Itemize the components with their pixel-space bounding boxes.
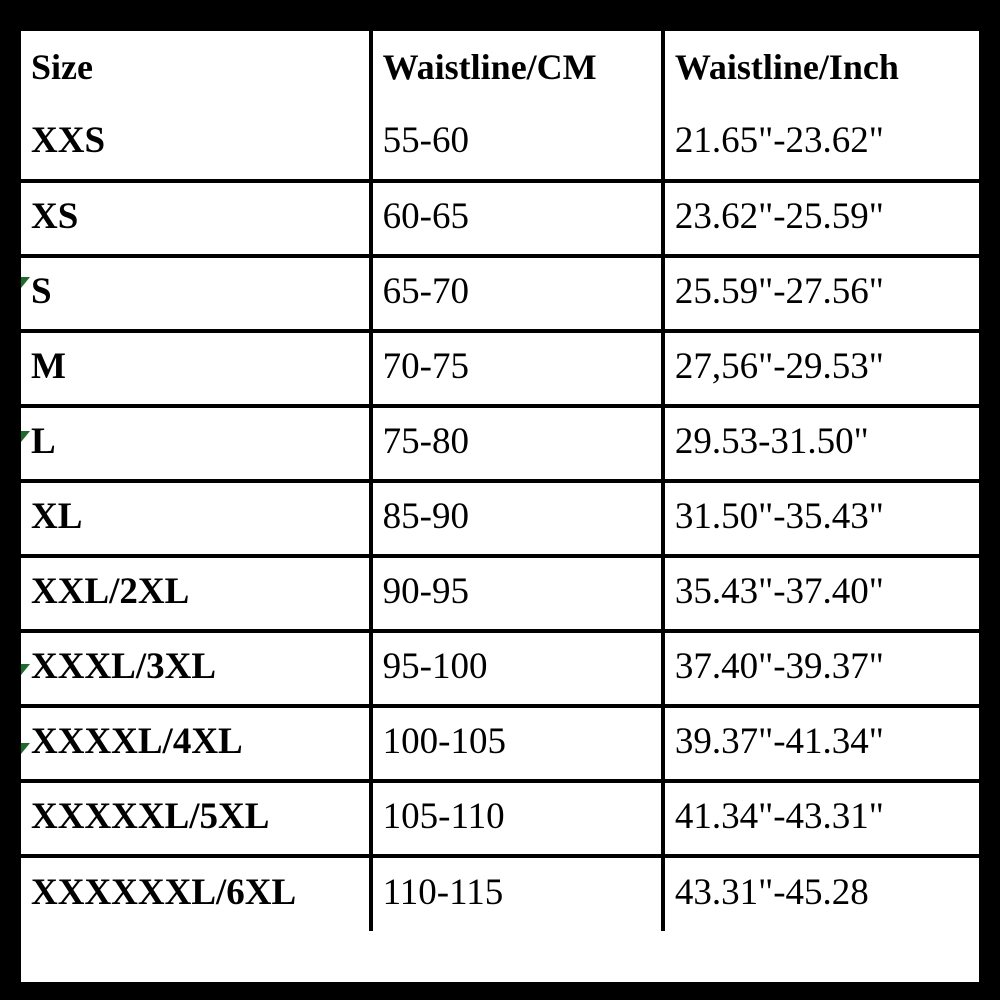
table-row bbox=[21, 781, 979, 856]
cell-waistline-cm: 95-100 bbox=[371, 631, 663, 706]
cell-waistline-cm: 110-115 bbox=[371, 856, 663, 931]
cell-waistline-cm: 100-105 bbox=[371, 706, 663, 781]
cell-waistline-inch: 21.65"-23.62" bbox=[663, 106, 979, 181]
table-row bbox=[21, 181, 979, 256]
column-header-waistline-cm: Waistline/CM bbox=[371, 31, 663, 106]
table-row bbox=[21, 481, 979, 556]
cell-waistline-inch: 25.59"-27.56" bbox=[663, 256, 979, 331]
table-row bbox=[21, 856, 979, 931]
cell-waistline-inch: 23.62"-25.59" bbox=[663, 181, 979, 256]
cell-waistline-cm: 65-70 bbox=[371, 256, 663, 331]
table-row bbox=[21, 106, 979, 181]
cell-size: XXXXL/4XL bbox=[21, 706, 371, 781]
cell-waistline-cm: 70-75 bbox=[371, 331, 663, 406]
table-row bbox=[21, 706, 979, 781]
cell-waistline-cm: 85-90 bbox=[371, 481, 663, 556]
cell-size: XXS bbox=[21, 106, 371, 181]
cell-waistline-inch: 29.53-31.50" bbox=[663, 406, 979, 481]
cell-waistline-inch: 43.31"-45.28 bbox=[674, 872, 869, 914]
cell-size: XXXXXXL/6XL bbox=[21, 856, 371, 931]
cell-size: M bbox=[21, 331, 371, 406]
cell-size: S bbox=[21, 256, 371, 331]
size-chart-container bbox=[16, 26, 984, 982]
cell-waistline-inch: 41.34"-43.31" bbox=[663, 781, 979, 856]
cell-size: XS bbox=[21, 181, 371, 256]
column-header-size: Size bbox=[21, 31, 371, 106]
column-header-waistline-inch: Waistline/Inch bbox=[674, 46, 899, 87]
table-body bbox=[21, 106, 979, 931]
table-row bbox=[21, 331, 979, 406]
table-row bbox=[21, 556, 979, 631]
cell-waistline-inch: 37.40"-39.37" bbox=[663, 631, 979, 706]
table-row bbox=[21, 256, 979, 331]
cell-waistline-cm: 75-80 bbox=[371, 406, 663, 481]
cell-waistline-cm: 105-110 bbox=[371, 781, 663, 856]
cell-size: XL bbox=[21, 481, 371, 556]
table-row bbox=[21, 631, 979, 706]
cell-waistline-cm: 90-95 bbox=[371, 556, 663, 631]
cell-size: XXXXXL/5XL bbox=[21, 781, 371, 856]
cell-size: XXXL/3XL bbox=[21, 631, 371, 706]
cell-waistline-cm: 55-60 bbox=[371, 106, 663, 181]
table-header-row bbox=[21, 31, 979, 106]
cell-waistline-inch: 31.50"-35.43" bbox=[663, 481, 979, 556]
cell-waistline-inch: 27,56"-29.53" bbox=[663, 331, 979, 406]
cell-size: XXL/2XL bbox=[21, 556, 371, 631]
size-chart-table bbox=[21, 31, 979, 931]
cell-size: L bbox=[21, 406, 371, 481]
cell-waistline-inch: 39.37"-41.34" bbox=[663, 706, 979, 781]
table-row bbox=[21, 406, 979, 481]
cell-waistline-cm: 60-65 bbox=[371, 181, 663, 256]
cell-waistline-inch: 35.43"-37.40" bbox=[663, 556, 979, 631]
